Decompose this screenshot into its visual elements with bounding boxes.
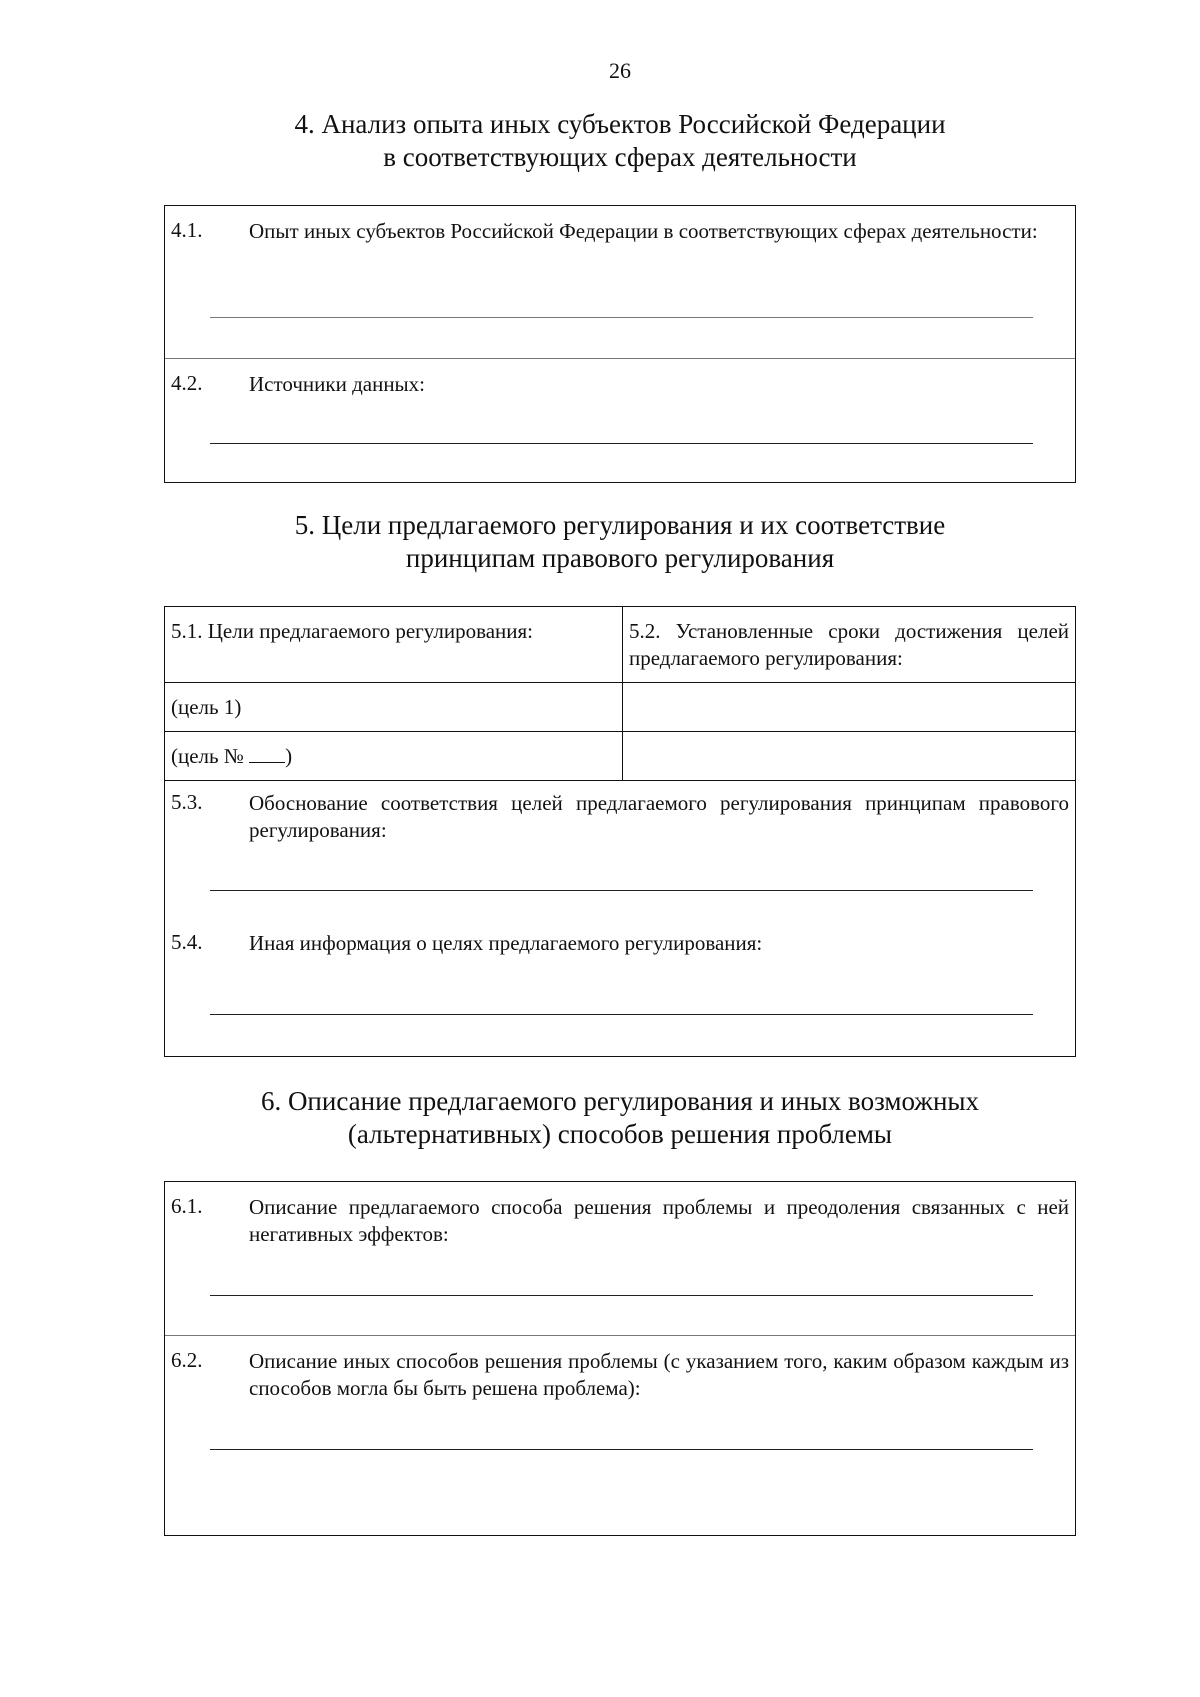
section-6-title-line1: 6. Описание предлагаемого регулирования и иных возможных [260,1086,980,1116]
item-number: 5.3. [171,790,203,814]
section-5-box [164,778,1076,1057]
item-number: 6.1. [171,1194,203,1218]
col-deadlines-header: 5.2. Установленные сроки достижения целей предлагаемого регулирования: [623,607,1076,683]
section-6-box [164,1181,1076,1536]
table-row [165,732,1076,781]
goals-table-wrap [164,606,1076,781]
item-4-1 [165,206,1075,358]
fill-line-6-2[interactable] [210,1449,1033,1450]
goals-table-header [165,607,1076,683]
item-5-3 [165,778,1075,918]
section-6-title-line2: (альтернативных) способов решения проблемы [347,1119,893,1149]
fill-line-4-1[interactable] [210,317,1033,318]
item-label: Описание предлагаемого способа решения проблемы и преодоления связанных с ней негативных эффектов: [249,1195,1069,1246]
fill-line-5-4[interactable] [210,1014,1033,1015]
deadline-cell[interactable] [623,732,1076,781]
table-row [165,683,1076,732]
item-number: 5.4. [171,930,203,954]
item-number: 4.2. [171,371,203,395]
section-5-title-line1: 5. Цели предлагаемого регулирования и их соответствие [294,510,946,540]
col-goals-header: 5.1. Цели предлагаемого регулирования: [165,607,623,683]
item-label: Иная информация о целях предлагаемого регулирования: [249,931,763,955]
item-6-2 [165,1335,1075,1534]
section-5-title [0,509,1200,575]
item-4-2 [165,358,1075,481]
section-4-title-line1: 4. Анализ опыта иных субъектов Российской Федерации [294,109,946,139]
section-4-box [164,205,1076,483]
fill-line-5-3[interactable] [210,890,1033,891]
fill-line-4-2[interactable] [210,443,1033,444]
section-4-title [0,108,1200,174]
item-5-4 [165,918,1075,1055]
section-4-title-line2: в соответствующих сферах деятельности [383,142,857,172]
section-6-title [0,1085,1200,1151]
item-6-1 [165,1182,1075,1335]
fill-line-6-1[interactable] [210,1295,1033,1296]
goal-suffix: ) [285,744,293,768]
page-number: 26 [609,58,631,83]
deadline-cell[interactable] [623,683,1076,732]
item-label: Источники данных: [249,372,425,396]
item-label: Обоснование соответствия целей предлагаемого регулирования принципам правового регулирования: [249,791,1069,842]
item-label: Описание иных способов решения проблемы (с указанием того, каким образом каждым из способов могла бы быть решена проблема): [249,1349,1069,1400]
item-number: 6.2. [171,1348,203,1372]
item-label: Опыт иных субъектов Российской Федерации в соответствующих сферах деятельности: [249,219,1038,243]
goal-number-blank[interactable] [249,744,285,763]
goal-cell[interactable]: (цель 1) [165,683,623,732]
goals-table [164,606,1076,781]
goal-prefix: (цель № [171,744,250,768]
goal-cell[interactable] [165,732,623,781]
section-5-title-line2: принципам правового регулирования [405,543,835,573]
item-number: 4.1. [171,218,203,242]
